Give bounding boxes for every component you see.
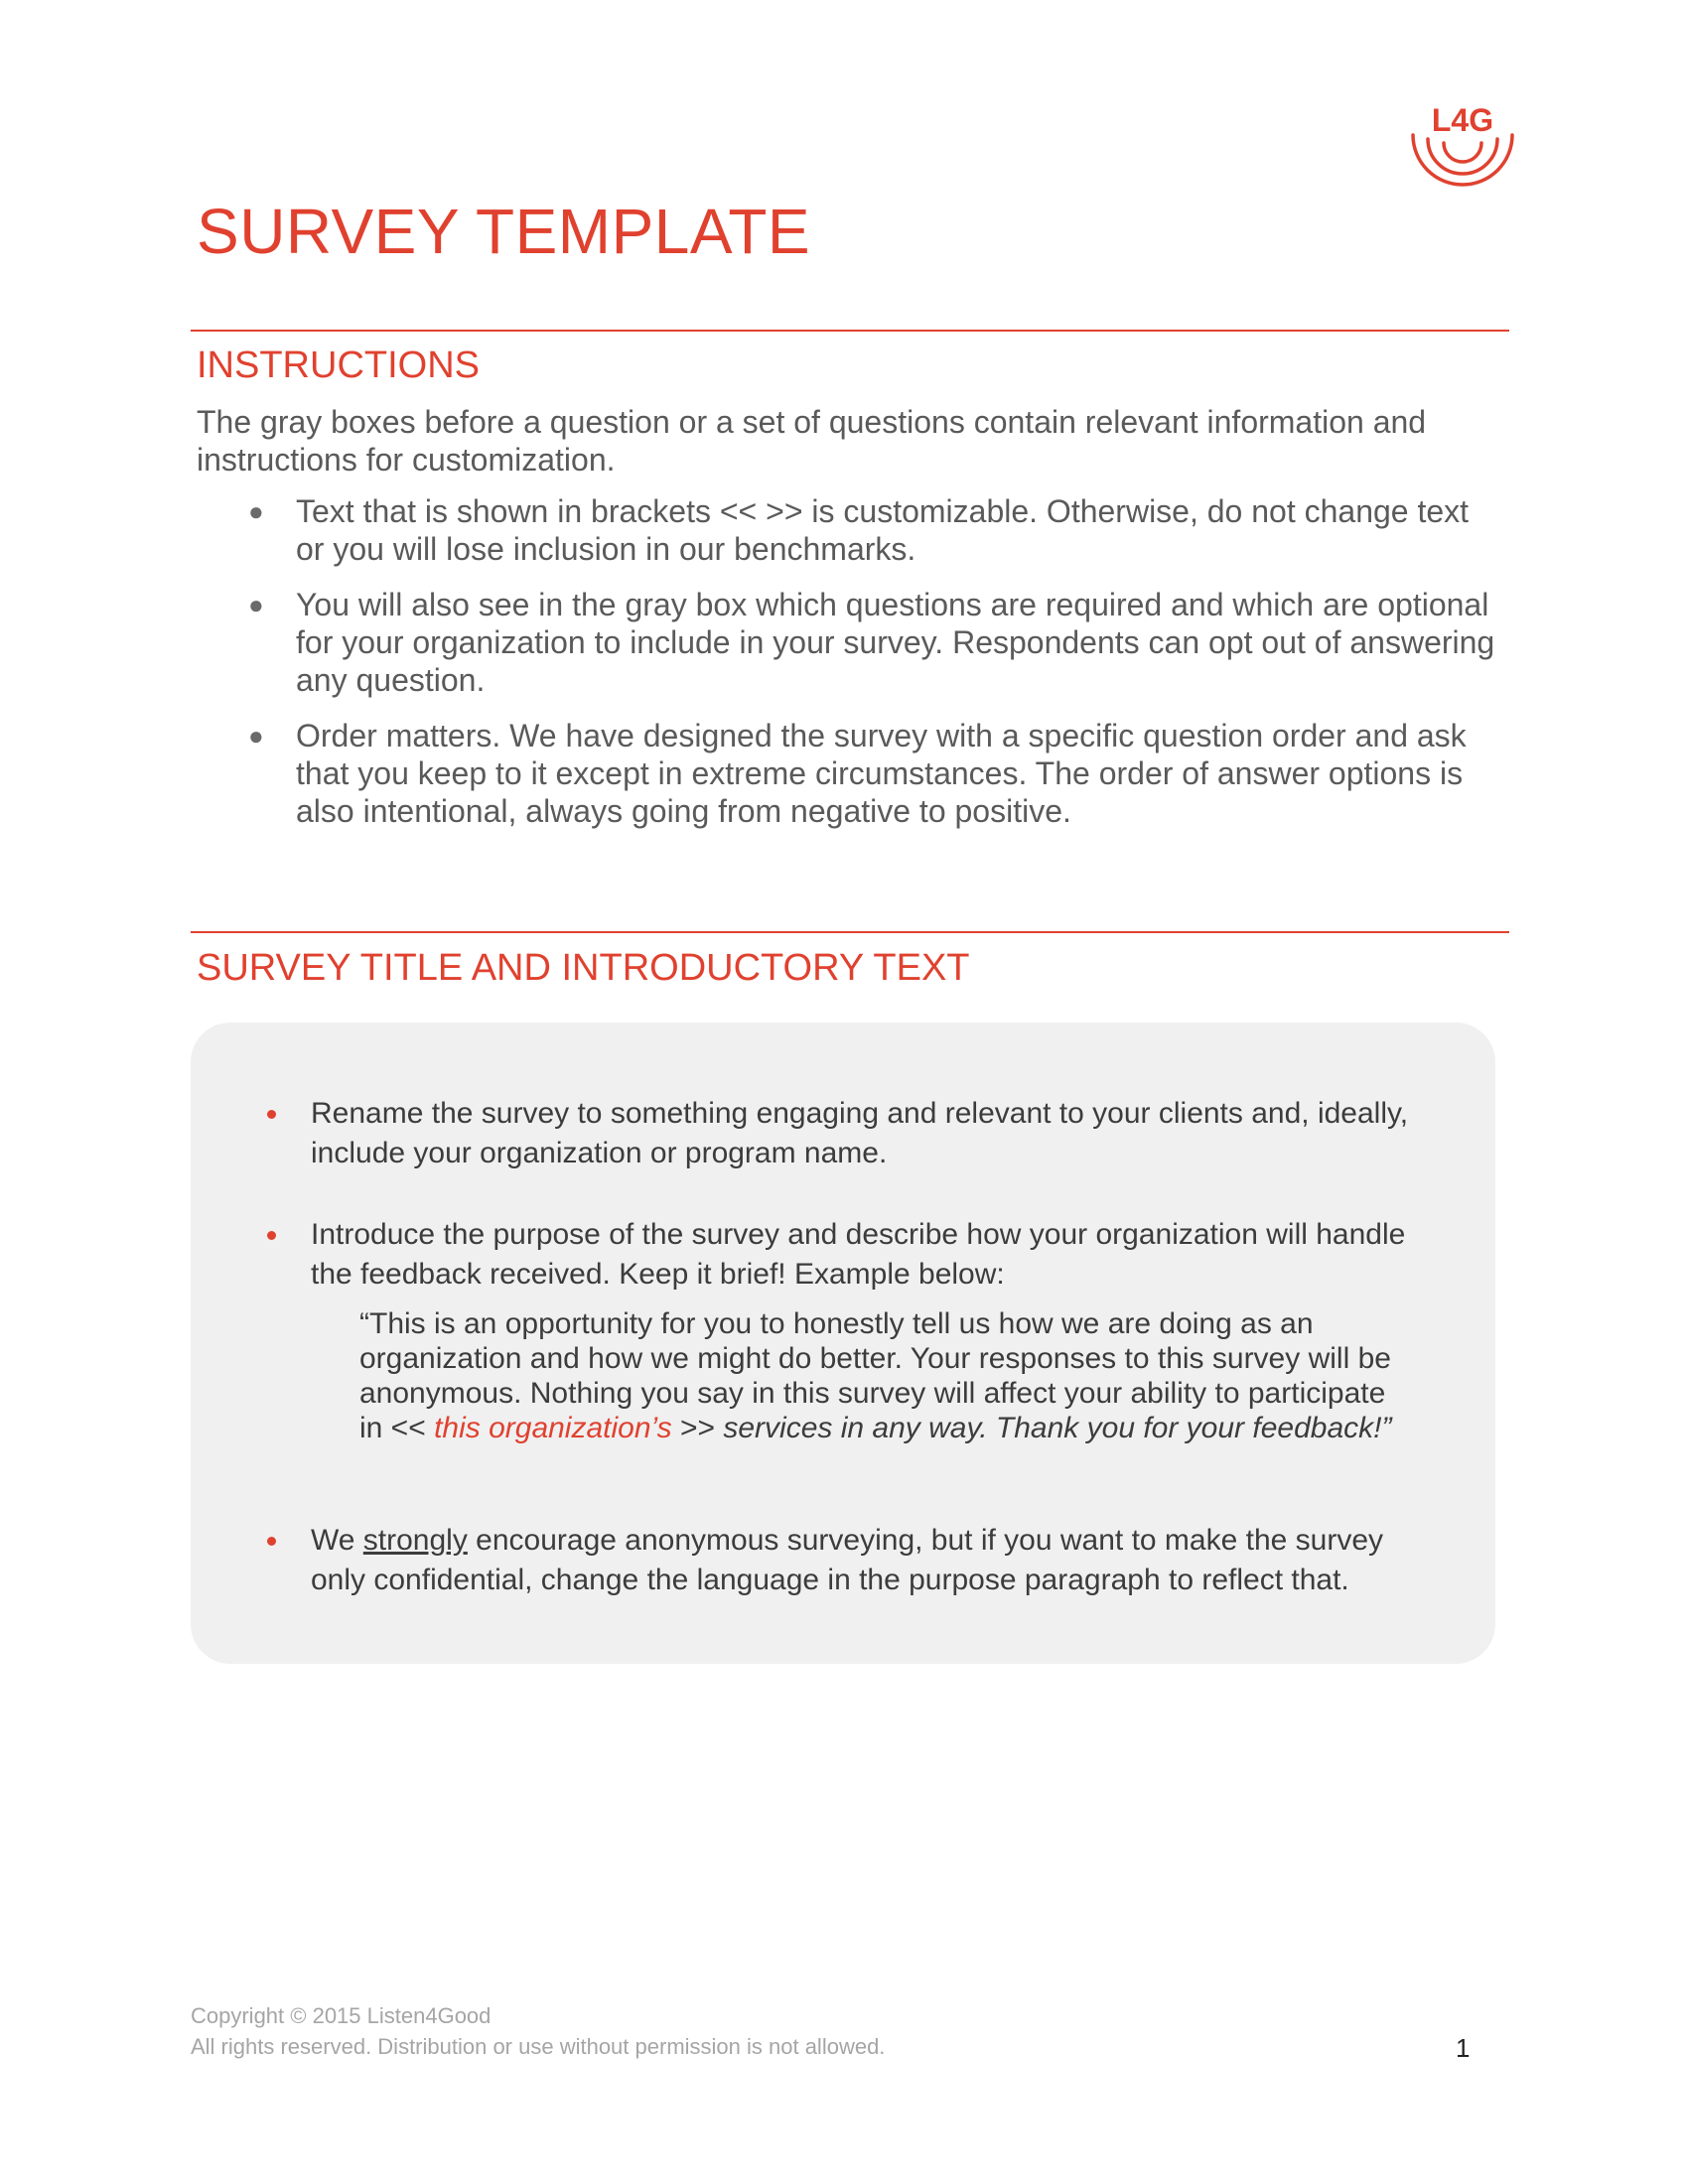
list-item-text: You will also see in the gray box which questions are required and which are optional for your organization to include in your survey. Respondents can opt out of answering any question. — [296, 587, 1495, 698]
customizable-text: this organization’s — [434, 1412, 672, 1444]
info-item-suffix: encourage anonymous surveying, but if you want to make the survey only confidential, change the language in the purpose paragraph to reflect that. — [311, 1524, 1384, 1596]
logo-text: L4G — [1431, 102, 1494, 138]
info-item-text: Rename the survey to something engaging and relevant to your clients and, ideally, include your organization or program name. — [311, 1097, 1409, 1169]
document-title: SURVEY TEMPLATE — [197, 196, 811, 267]
bullet-icon: ● — [248, 721, 264, 751]
emphasis-text: strongly — [362, 1524, 468, 1557]
section-divider — [191, 931, 1509, 933]
instructions-heading: INSTRUCTIONS — [197, 344, 480, 386]
info-item-prefix: We — [311, 1524, 363, 1557]
page-number: 1 — [1456, 2033, 1471, 2063]
example-quote — [359, 1306, 1412, 1445]
quote-bracket: >> — [671, 1412, 724, 1444]
quote-closing-text: services in any way. Thank you for your feedback!” — [723, 1412, 1392, 1444]
red-bullet-icon — [267, 1537, 276, 1546]
rights-text: All rights reserved. Distribution or use without permission is not allowed. — [191, 2034, 886, 2059]
instructions-intro: The gray boxes before a question or a set of questions contain relevant information and instructions for customization. — [197, 404, 1427, 478]
red-bullet-icon — [267, 1231, 276, 1240]
section-divider — [191, 330, 1509, 332]
instructions-list — [197, 492, 1497, 848]
info-item — [191, 1521, 1432, 1600]
info-item-text: Introduce the purpose of the survey and describe how your organization will handle the feedback received. Keep it brief! Example below: — [311, 1218, 1406, 1291]
list-item — [197, 492, 1497, 568]
survey-title-heading: SURVEY TITLE AND INTRODUCTORY TEXT — [197, 947, 970, 989]
info-item — [191, 1215, 1432, 1295]
red-bullet-icon — [267, 1110, 276, 1119]
customization-info-box — [191, 1023, 1495, 1664]
list-item-text: Order matters. We have designed the survey with a specific question order and ask that you keep to it except in extreme circumstances. The order of answer options is also intentional, always going from negative to positive. — [296, 718, 1467, 829]
listen4good-logo — [1408, 99, 1517, 189]
quote-text: “This is an opportunity for you to honestly tell us how we are doing as an organization and how we might do better. Your responses to this survey will be anonymous. Nothing you say in this survey will affect your ability to participate in << — [359, 1307, 1391, 1444]
copyright-text: Copyright © 2015 Listen4Good — [191, 2003, 492, 2028]
list-item — [197, 717, 1497, 830]
list-item-text: Text that is shown in brackets << >> is customizable. Otherwise, do not change text or you will lose inclusion in our benchmarks. — [296, 493, 1470, 567]
bullet-icon: ● — [248, 590, 264, 619]
list-item — [197, 586, 1497, 699]
info-item — [191, 1094, 1432, 1173]
bullet-icon: ● — [248, 496, 264, 526]
